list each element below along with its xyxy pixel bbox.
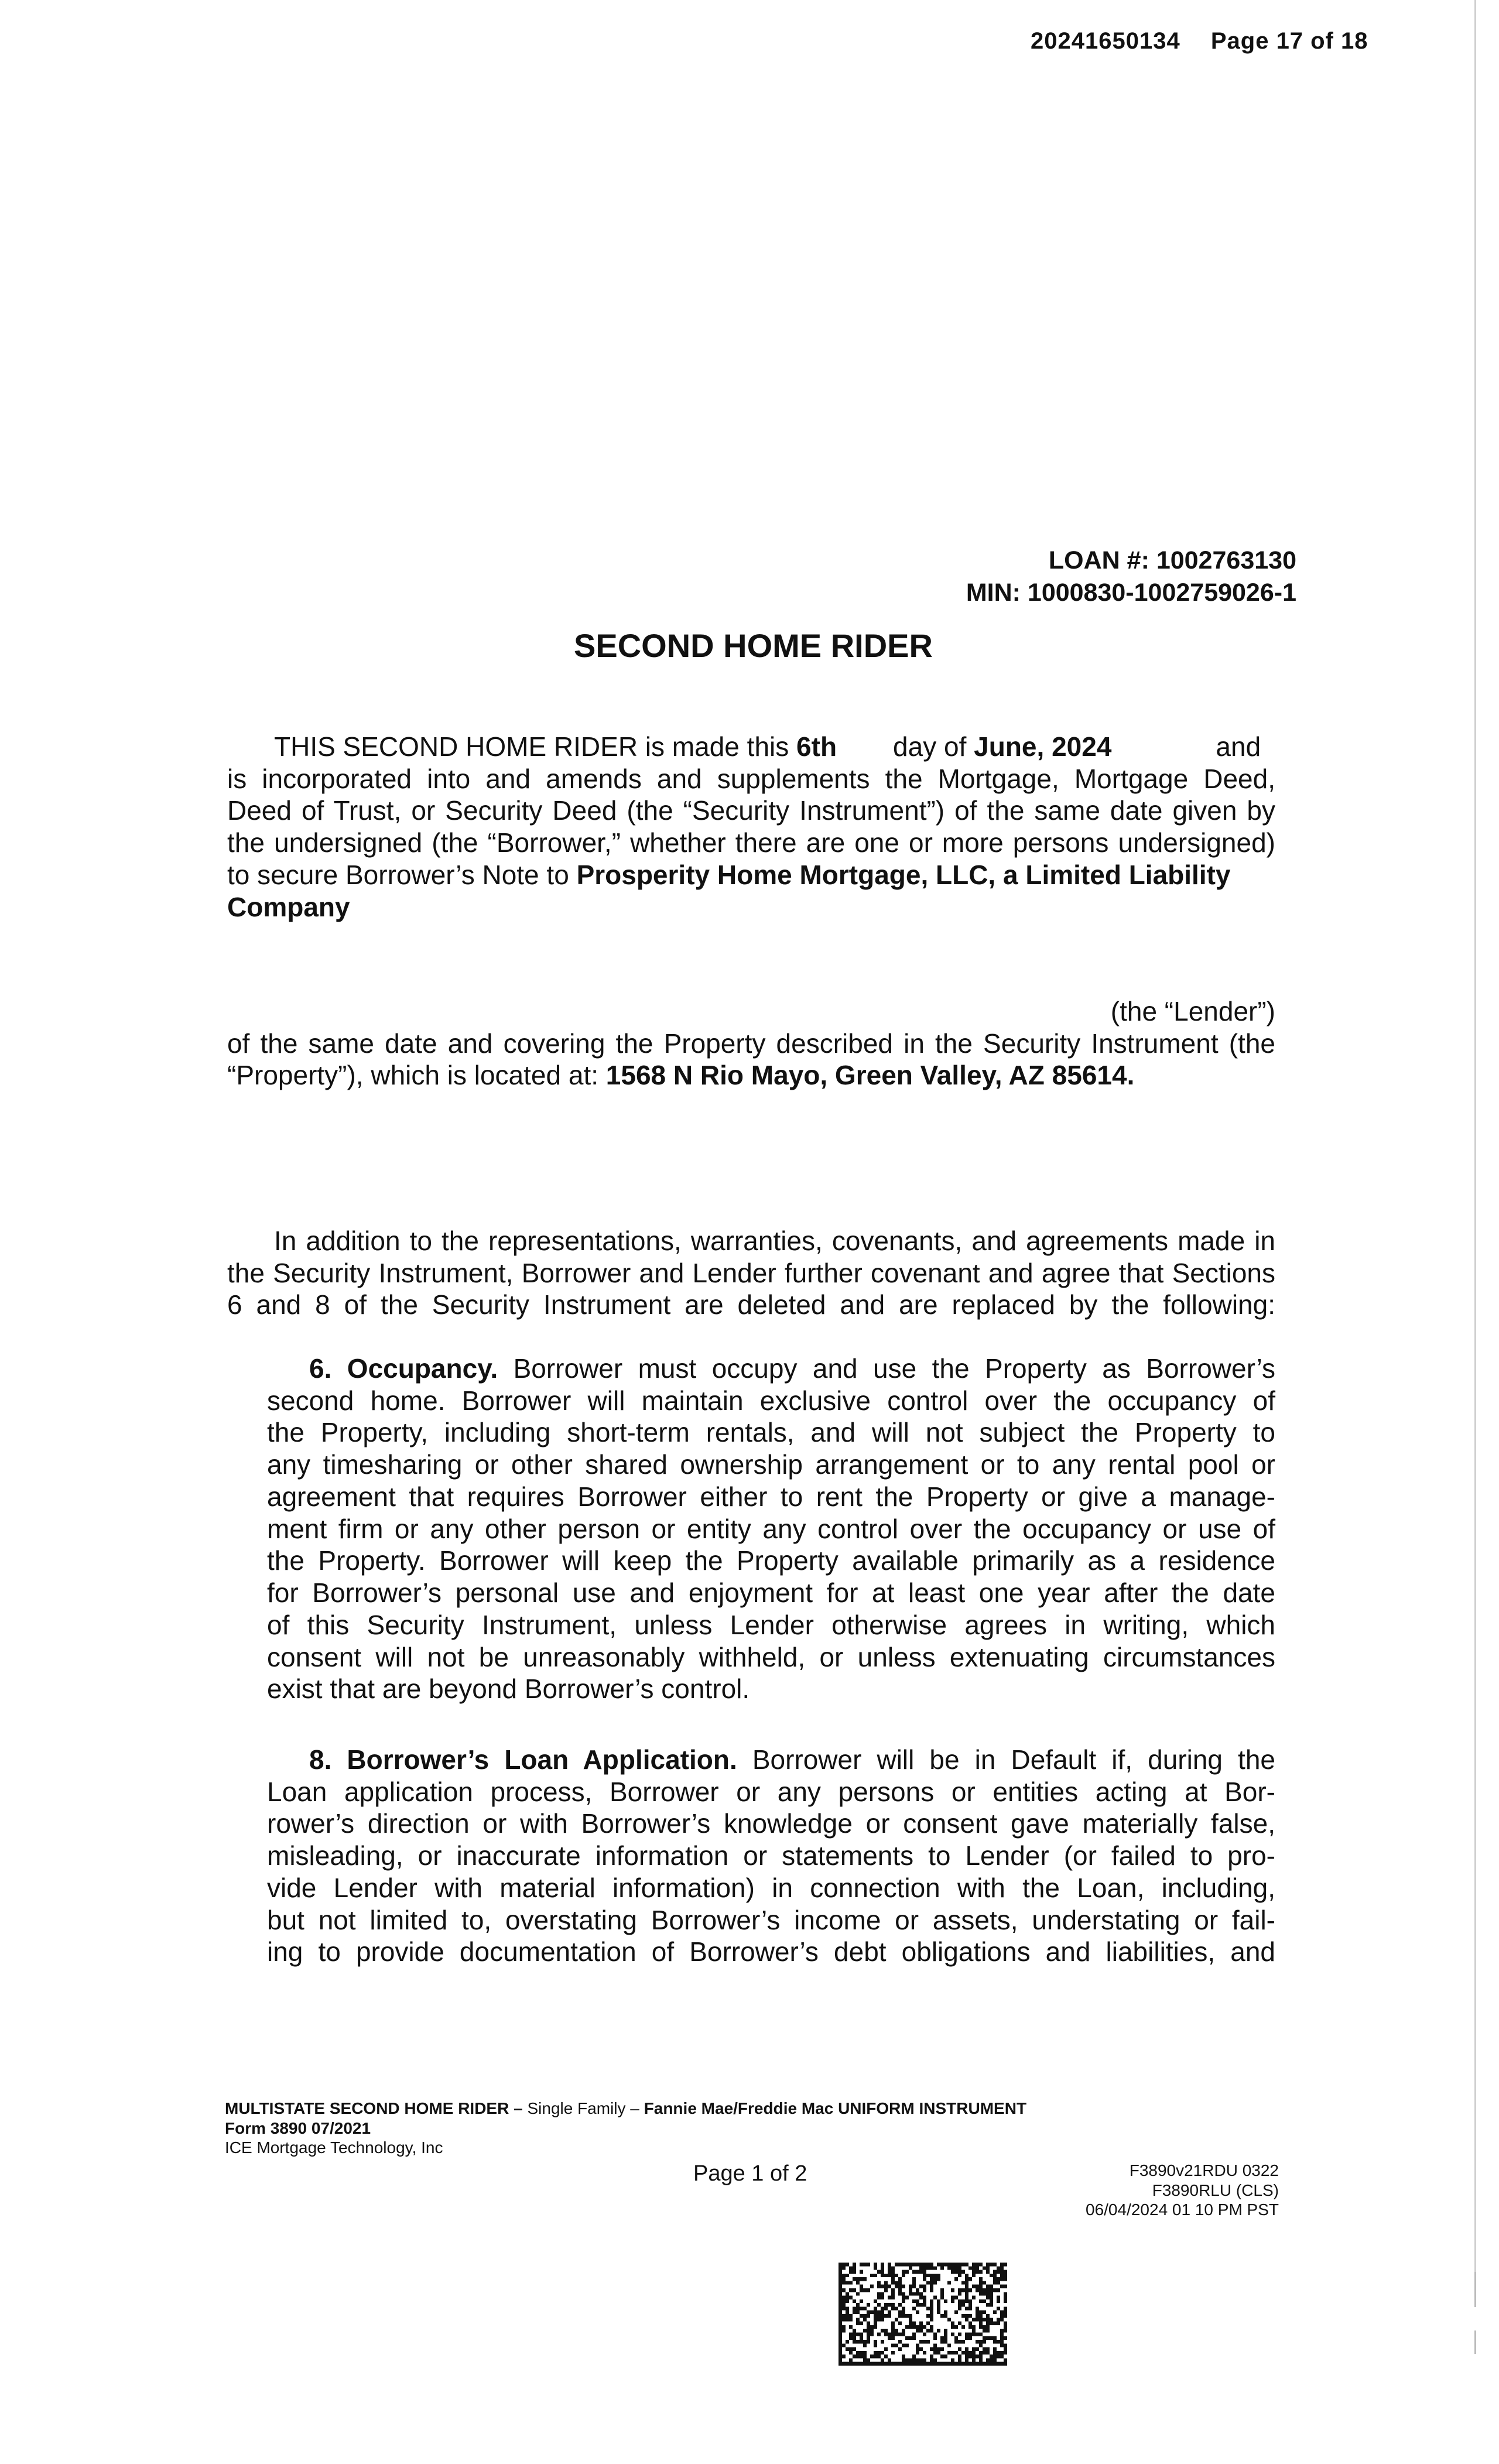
section-line: the Property. Borrower will keep the Property available primarily as a residence [267, 1545, 1275, 1576]
section-line: 6. Occupancy. Borrower must occupy and use the Property as Borrower’s [309, 1353, 1275, 1384]
section-line: exist that are beyond Borrower’s control. [267, 1674, 750, 1705]
barcode-icon [839, 2263, 1007, 2366]
section-line: second home. Borrower will maintain exclusive control over the occupancy of [267, 1385, 1275, 1416]
section-6-occupancy [267, 1353, 1275, 1705]
intro-line: is incorporated into and amends and supplements the Mortgage, Mortgage Deed, [227, 763, 1275, 794]
intro-paragraph [227, 731, 1275, 923]
covenant-line: 6 and 8 of the Security Instrument are deleted and are replaced by the following: [227, 1289, 1275, 1320]
lender-label: (the “Lender”) [1110, 996, 1275, 1026]
property-paragraph [227, 995, 1275, 1091]
rider-month-year: June, 2024 [974, 731, 1112, 762]
form-page-number: Page 1 of 2 [693, 2161, 807, 2186]
covenant-line: In addition to the representations, warranties, covenants, and agreements made in [274, 1226, 1275, 1256]
form-number: Form 3890 07/2021 [225, 2119, 371, 2137]
intro-line: THIS SECOND HOME RIDER is made this 6th day of June, 2024 and [274, 731, 1261, 762]
section-8-heading: 8. Borrower’s Loan Application. [309, 1744, 737, 1775]
lender-name-cont: Company [227, 891, 350, 922]
property-line: of the same date and covering the Property described in the Security Instrument (the [227, 1028, 1275, 1059]
page-edge-tick [1474, 2330, 1476, 2354]
document-title: SECOND HOME RIDER [574, 627, 933, 664]
section-line: of this Security Instrument, unless Lender otherwise agrees in writing, which [267, 1609, 1275, 1640]
rider-day: 6th [796, 731, 837, 762]
section-line: rower’s direction or with Borrower’s knowledge or consent gave materially false, [267, 1808, 1275, 1839]
covenant-line: the Security Instrument, Borrower and Lender further covenant and agree that Sections [227, 1257, 1275, 1288]
section-line: ing to provide documentation of Borrower’s debt obligations and liabilities, and [267, 1936, 1275, 1967]
page-header [1031, 28, 1368, 54]
section-line: the Property, including short-term rentals, and will not subject the Property to [267, 1417, 1275, 1448]
form-footer [225, 2099, 1279, 2219]
covenant-paragraph [227, 1225, 1275, 1321]
loan-number: LOAN #: 1002763130 [1048, 546, 1296, 574]
intro-line: to secure Borrower’s Note to Prosperity Home Mortgage, LLC, a Limited Liability [227, 859, 1231, 890]
section-line: for Borrower’s personal use and enjoyment for at least one year after the date [267, 1577, 1275, 1609]
section-line: but not limited to, overstating Borrower’s income or assets, understating or fail- [267, 1904, 1275, 1935]
section-6-heading: 6. Occupancy. [309, 1353, 498, 1384]
form-vendor: ICE Mortgage Technology, Inc [225, 2138, 443, 2157]
min-number: MIN: 1000830-1002759026-1 [966, 578, 1296, 607]
form-title: MULTISTATE SECOND HOME RIDER – Single Family – Fannie Mae/Freddie Mac UNIFORM INSTRUMENT [225, 2099, 1027, 2117]
intro-line: the undersigned (the “Borrower,” whether there are one or more persons undersigned) [227, 827, 1275, 858]
recording-number: 20241650134 [1031, 28, 1180, 54]
section-line: misleading, or inaccurate information or statements to Lender (or failed to pro- [267, 1840, 1275, 1871]
section-line: Loan application process, Borrower or any persons or entities acting at Bor- [267, 1776, 1275, 1807]
intro-line: Deed of Trust, or Security Deed (the “Security Instrument”) of the same date given by [227, 795, 1275, 826]
form-codes: F3890v21RDU 0322 F3890RLU (CLS) 06/04/2024 01 10 PM PST [1086, 2161, 1279, 2219]
page-edge-tick [1474, 2272, 1476, 2307]
section-line: consent will not be unreasonably withheld, or unless extenuating circumstances [267, 1641, 1275, 1672]
section-line: ment firm or any other person or entity any control over the occupancy or use of [267, 1513, 1275, 1544]
property-line: “Property”), which is located at: 1568 N Rio Mayo, Green Valley, AZ 85614. [227, 1060, 1135, 1091]
section-line: agreement that requires Borrower either to rent the Property or give a manage- [267, 1481, 1275, 1512]
section-line: 8. Borrower’s Loan Application. Borrower will be in Default if, during the [309, 1744, 1275, 1775]
page-counter: Page 17 of 18 [1210, 28, 1368, 54]
lender-name: Prosperity Home Mortgage, LLC, a Limited Liability [576, 859, 1231, 890]
page-edge-rule [1474, 0, 1476, 2272]
section-8-loan-application [267, 1744, 1275, 1968]
property-address: 1568 N Rio Mayo, Green Valley, AZ 85614. [605, 1060, 1135, 1091]
section-line: any timesharing or other shared ownership arrangement or to any rental pool or [267, 1449, 1275, 1480]
section-line: vide Lender with material information) in connection with the Loan, including, [267, 1872, 1275, 1903]
loan-info [966, 545, 1296, 608]
